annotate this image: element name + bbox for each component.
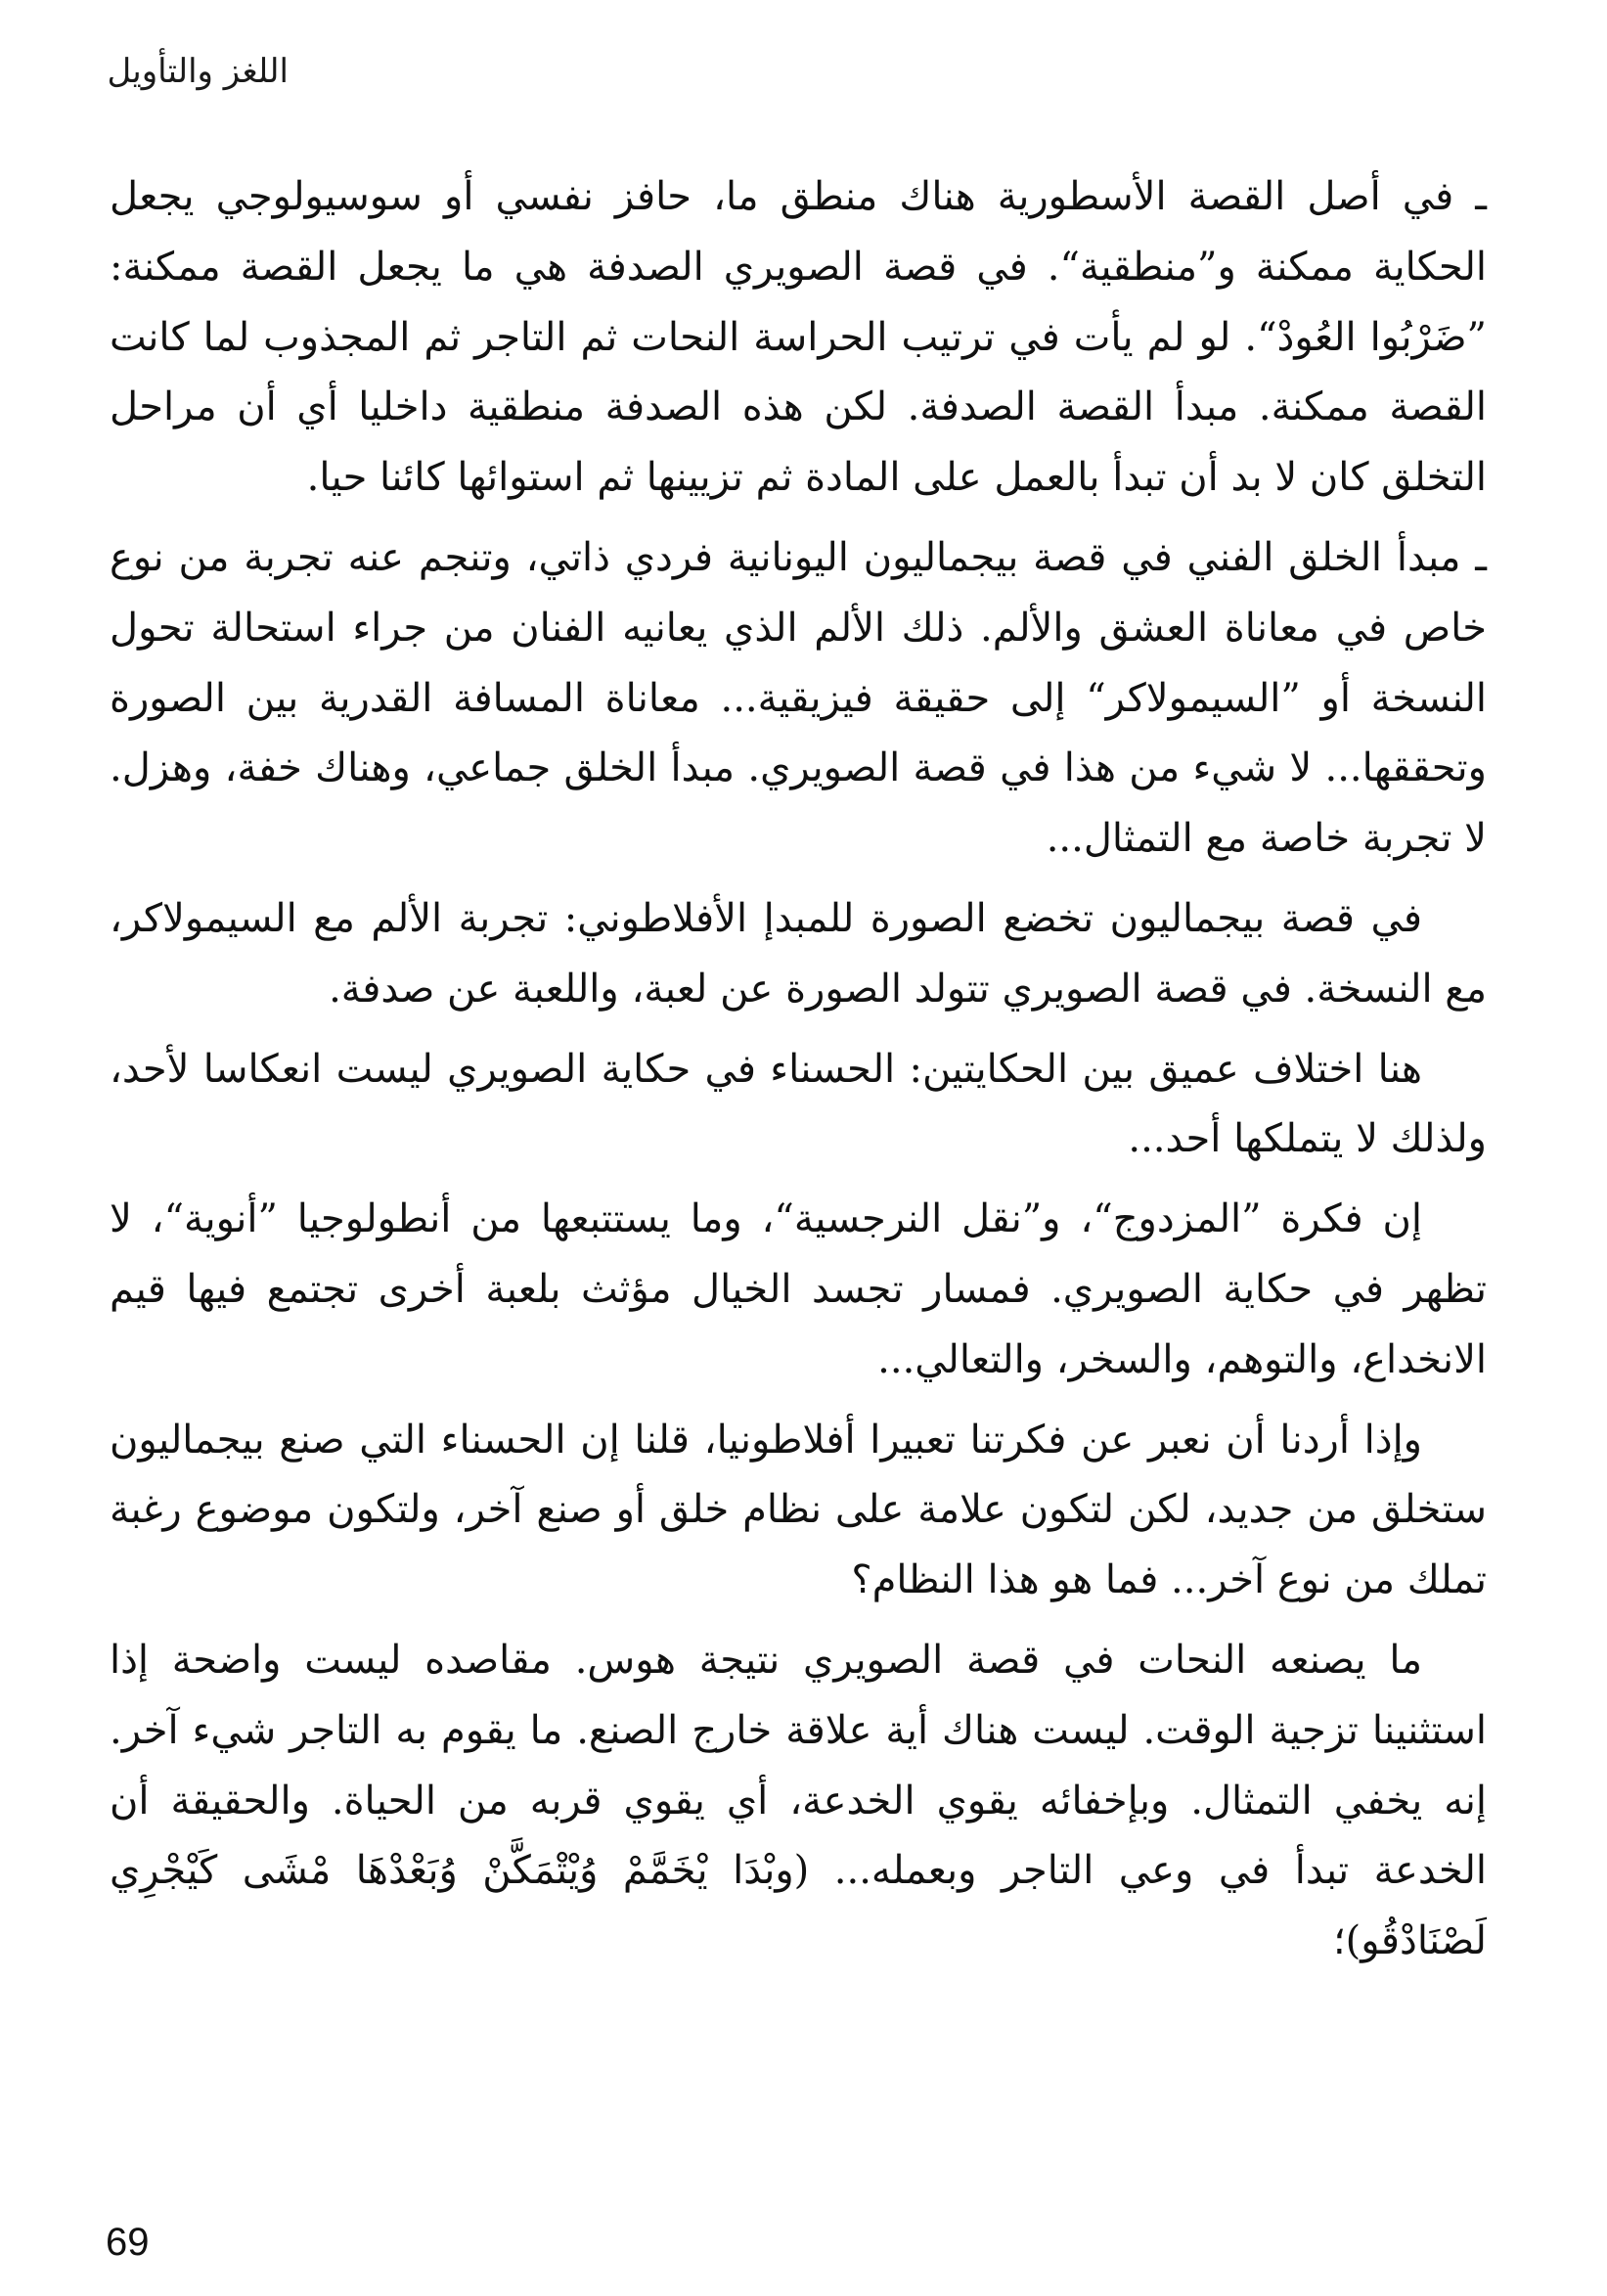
body-text bbox=[110, 162, 1487, 1987]
paragraph: في قصة بيجماليون تخضع الصورة للمبدإ الأفلاطوني: تجربة الألم مع السيمولاكر، مع النسخة. في قصة الصويري تتولد الصورة عن لعبة، واللعبة عن صدفة. bbox=[110, 895, 1487, 1012]
paragraph: هنا اختلاف عميق بين الحكايتين: الحسناء في حكاية الصويري ليست انعكاسا لأحد، ولذلك لا يتملكها أحد... bbox=[110, 1046, 1487, 1162]
paragraph: ـ مبدأ الخلق الفني في قصة بيجماليون اليونانية فردي ذاتي، وتنجم عنه تجربة من نوع خاص في معاناة العشق والألم. ذلك الألم الذي يعانيه الفنان من جراء استحالة تحول النسخة أو ”السيمولاكر“ إلى حقيقة فيزيقية... معاناة المسافة القدرية بين الصورة وتحققها... لا شيء من هذا في قصة الصويري. مبدأ الخلق جماعي، وهناك خفة، وهزل. لا تجربة خاصة مع التمثال... bbox=[110, 534, 1487, 862]
page-number: 69 bbox=[106, 2221, 150, 2264]
paragraph: إن فكرة ”المزدوج“، و”نقل النرجسية“، وما يستتبعها من أنطولوجيا ”أنوية“، لا تظهر في حكاية الصويري. فمسار تجسد الخيال مؤثث بلعبة أخرى تجتمع فيها قيم الانخداع، والتوهم، والسخر، والتعالي... bbox=[110, 1196, 1487, 1382]
running-header: اللغز والتأويل bbox=[107, 52, 289, 91]
paragraph: ما يصنعه النحات في قصة الصويري نتيجة هوس. مقاصده ليست واضحة إذا استثنينا تزجية الوقت. ليست هناك أية علاقة خارج الصنع. ما يقوم به التاجر شيء آخر. إنه يخفي التمثال. وبإخفائه يقوي الخدعة، أي يقوي قربه من الحياة. والحقيقة أن الخدعة تبدأ في وعي التاجر وبعمله... (وبْدَا يْخَمَّمْ وُيْتْمَكَّنْ وُبَعْدْهَا مْشَى كَيْجْرِي لَصْنَادْقُو)؛ bbox=[110, 1637, 1487, 1964]
paragraph: ـ في أصل القصة الأسطورية هناك منطق ما، حافز نفسي أو سوسيولوجي يجعل الحكاية ممكنة و”منطقية“. في قصة الصويري الصدفة هي ما يجعل القصة ممكنة: ”ضَرْبُوا العُودْ“. لو لم يأت في ترتيب الحراسة النحات ثم التاجر ثم المجذوب لما كانت القصة ممكنة. مبدأ القصة الصدفة. لكن هذه الصدفة منطقية داخليا أي أن مراحل التخلق كان لا بد أن تبدأ بالعمل على المادة ثم تزيينها ثم استوائها كائنا حيا. bbox=[110, 174, 1487, 501]
paragraph: وإذا أردنا أن نعبر عن فكرتنا تعبيرا أفلاطونيا، قلنا إن الحسناء التي صنع بيجماليون ستخلق من جديد، لكن لتكون علامة على نظام خلق أو صنع آخر، ولتكون موضوع رغبة تملك من نوع آخر... فما هو هذا النظام؟ bbox=[110, 1417, 1487, 1603]
